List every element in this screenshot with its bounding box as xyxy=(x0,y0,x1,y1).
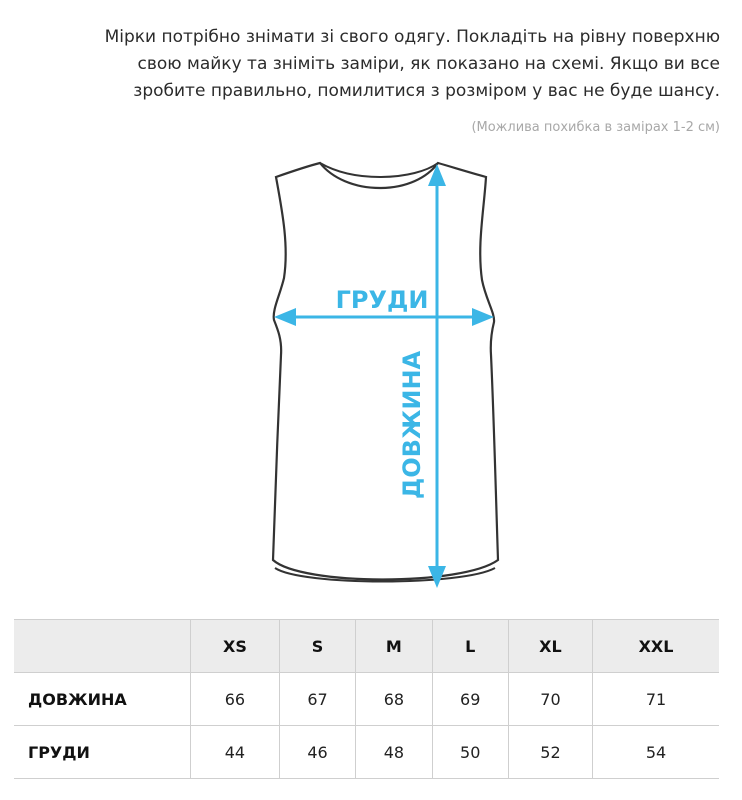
table-cell: 48 xyxy=(356,726,432,779)
table-cell: 50 xyxy=(432,726,508,779)
size-header: XS xyxy=(191,620,280,673)
corner-cell xyxy=(14,620,191,673)
table-cell: 68 xyxy=(356,673,432,726)
size-table xyxy=(14,619,719,779)
size-header: M xyxy=(356,620,432,673)
row-label: ДОВЖИНА xyxy=(14,673,191,726)
size-header: XXL xyxy=(593,620,720,673)
size-header: XL xyxy=(508,620,592,673)
table-cell: 46 xyxy=(279,726,355,779)
neckline xyxy=(320,163,438,177)
tank-top-svg xyxy=(262,150,502,595)
table-cell: 54 xyxy=(593,726,720,779)
measurement-error-note: (Можлива похибка в замірах 1-2 см) xyxy=(471,120,720,135)
table-cell: 44 xyxy=(191,726,280,779)
table-row xyxy=(14,726,719,779)
size-header: L xyxy=(432,620,508,673)
row-label: ГРУДИ xyxy=(14,726,191,779)
intro-line: зробите правильно, помилитися з розміром у вас не буде шансу. xyxy=(133,81,720,101)
table-row xyxy=(14,673,719,726)
table-cell: 71 xyxy=(593,673,720,726)
tank-top-outline xyxy=(273,163,498,580)
table-cell: 52 xyxy=(508,726,592,779)
table-cell: 67 xyxy=(279,673,355,726)
size-header: S xyxy=(279,620,355,673)
intro-line: Мірки потрібно знімати зі свого одягу. Покладіть на рівну поверхню xyxy=(104,27,720,47)
intro-text xyxy=(30,24,720,105)
size-header-row xyxy=(14,620,719,673)
table-cell: 70 xyxy=(508,673,592,726)
chest-label: ГРУДИ xyxy=(335,286,429,314)
intro-line: свою майку та зніміть заміри, як показано на схемі. Якщо ви все xyxy=(137,54,720,74)
length-label: ДОВЖИНА xyxy=(398,350,426,500)
tank-top-diagram xyxy=(262,150,502,595)
table-cell: 69 xyxy=(432,673,508,726)
table-cell: 66 xyxy=(191,673,280,726)
